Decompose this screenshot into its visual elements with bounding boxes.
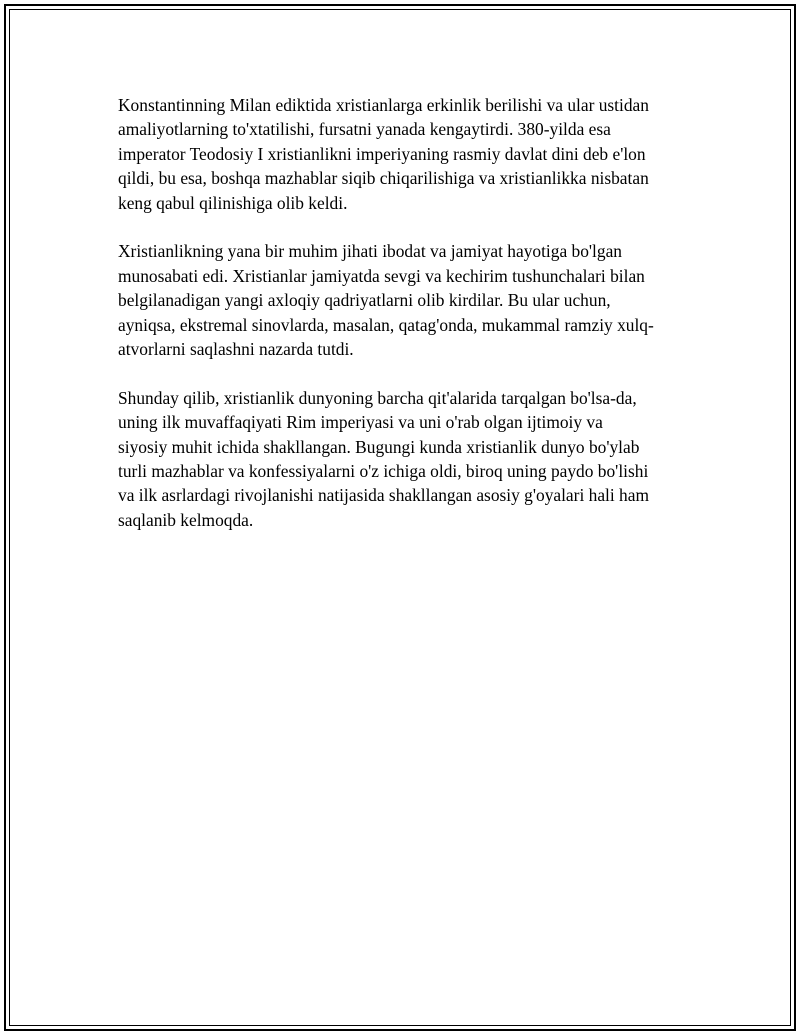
paragraph-2: Xristianlikning yana bir muhim jihati ibodat va jamiyat hayotiga bo'lgan munosabati edi. Xristianlar jamiyatda sevgi va kechirim tushunchalari bilan belgilanadigan yangi axloqiy qadriyatlarni olib kirdilar. Bu ular uchun, ayniqsa, ekstremal sinovlarda, masalan, qatag'onda, mukammal ramziy xulq- atvorlarni saqlashni nazarda tutdi.	[118, 241, 654, 360]
document-body	[118, 93, 690, 557]
paragraph-1: Konstantinning Milan ediktida xristianlarga erkinlik berilishi va ular ustidan amaliyotlarning to'xtatilishi, fursatni yanada kengaytirdi. 380-yilda esa imperator Teodosiy I xristianlikni imperiyaning rasmiy davlat dini deb e'lon qildi, bu esa, boshqa mazhablar siqib chiqarilishiga va xristianlikka nisbatan keng qabul qilinishiga olib keldi.	[118, 95, 649, 213]
paragraph-3: Shunday qilib, xristianlik dunyoning barcha qit'alarida tarqalgan bo'lsa-da, uning ilk muvaffaqiyati Rim imperiyasi va uni o'rab olgan ijtimoiy va siyosiy muhit ichida shakllangan. Bugungi kunda xristianlik dunyo bo'ylab turli mazhablar va konfessiyalarni o'z ichiga oldi, biroq uning paydo bo'lishi va ilk asrlardagi rivojlanishi natijasida shakllangan asosiy g'oyalari hali ham saqlanib kelmoqda.	[118, 387, 649, 530]
